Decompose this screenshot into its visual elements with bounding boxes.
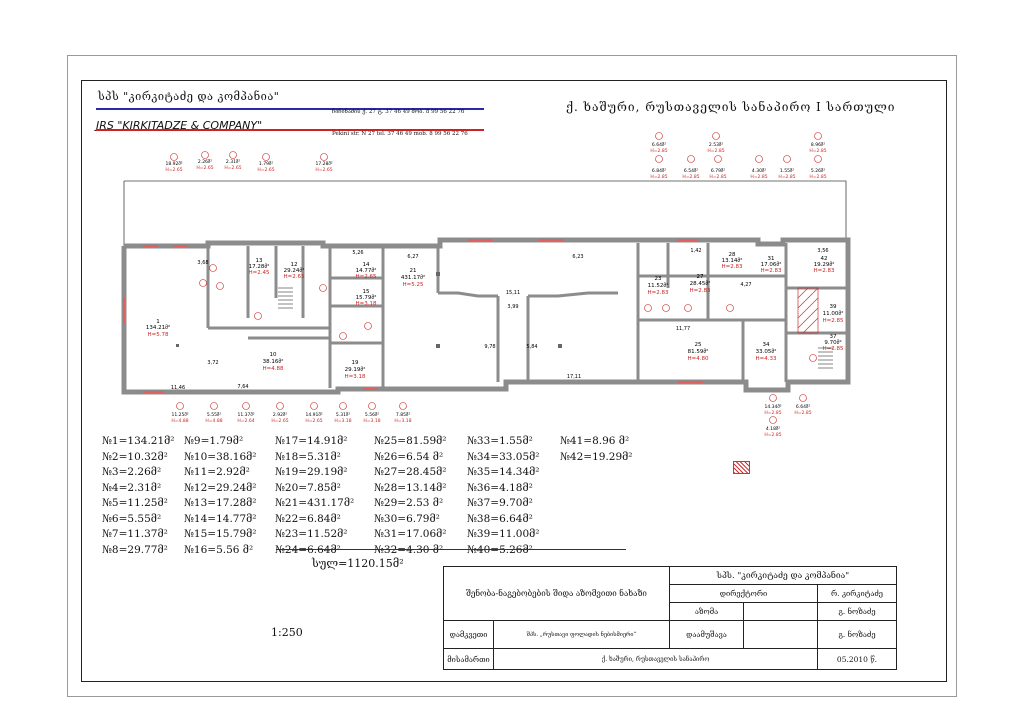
room-15-area: 15.79მ² bbox=[355, 295, 377, 301]
interior-walls bbox=[208, 243, 848, 388]
room-21-number: 21 bbox=[409, 268, 417, 274]
svg-text:H=2.85: H=2.85 bbox=[764, 433, 782, 438]
room-27-height: H=2.83 bbox=[689, 288, 711, 294]
room-31-number: 31 bbox=[767, 256, 775, 262]
legend-entry: №23=11.52მ² bbox=[275, 528, 348, 540]
legend-column-5 bbox=[467, 435, 562, 559]
room-34-height: H=4.33 bbox=[755, 356, 777, 362]
svg-text:H=4.88: H=4.88 bbox=[205, 419, 223, 424]
room-10-height: H=4.88 bbox=[262, 366, 284, 372]
svg-text:H=2.65: H=2.65 bbox=[271, 419, 289, 424]
floor-plan bbox=[118, 143, 858, 438]
dim-4-27: 4,27 bbox=[740, 282, 752, 288]
room-1-height: H=5.78 bbox=[147, 332, 169, 338]
legend-entry: №40=5.26მ² bbox=[467, 543, 533, 556]
room-28-number: 28 bbox=[728, 252, 736, 258]
legend-column-4 bbox=[374, 435, 469, 559]
legend-entry: №25=81.59მ² bbox=[374, 435, 447, 447]
svg-text:H=4.88: H=4.88 bbox=[171, 419, 189, 424]
svg-text:7.85მ²: 7.85მ² bbox=[395, 413, 411, 418]
svg-text:H=2.85: H=2.85 bbox=[682, 175, 700, 180]
legend-entry: №24=6.64მ² bbox=[275, 543, 341, 556]
svg-text:H=2.85: H=2.85 bbox=[778, 175, 796, 180]
svg-text:11.25მ²: 11.25მ² bbox=[171, 413, 189, 418]
room-19-area: 29.19მ² bbox=[344, 367, 366, 373]
room-28-area: 13.14მ² bbox=[721, 258, 743, 264]
dim-9-78: 9,78 bbox=[484, 344, 496, 350]
room-37-number: 37 bbox=[829, 334, 837, 340]
stamp-measured-name: გ. ნოზაძე bbox=[818, 603, 896, 621]
legend-entry: №5=11.25მ² bbox=[102, 497, 168, 509]
room-10-number: 10 bbox=[269, 352, 277, 358]
company-name-latin: JRS "KIRKITADZE & COMPANY" bbox=[96, 119, 263, 132]
room-labels bbox=[146, 252, 844, 380]
room-39-area: 11.00მ² bbox=[822, 311, 844, 317]
room-37-area: 9.70მ² bbox=[824, 340, 842, 346]
legend-entry: №20=7.85მ² bbox=[275, 481, 341, 494]
legend-entry: №18=5.31მ² bbox=[275, 450, 341, 463]
svg-text:1.79მ²: 1.79მ² bbox=[258, 162, 274, 167]
svg-text:H=2.85: H=2.85 bbox=[709, 175, 727, 180]
stamp-director-label: დირექტორი bbox=[670, 585, 818, 603]
dim-3-68: 3,68 bbox=[197, 260, 209, 266]
room-14-height: H=2.65 bbox=[355, 274, 377, 280]
dim-5-84: 5,84 bbox=[526, 344, 538, 350]
svg-text:H=2.85: H=2.85 bbox=[650, 175, 668, 180]
legend-entry: №41=8.96 მ² bbox=[560, 435, 630, 447]
dim-3-72: 3,72 bbox=[207, 360, 219, 366]
room-34-number: 34 bbox=[762, 342, 770, 348]
room-42-number: 42 bbox=[820, 256, 828, 262]
stamp-address-value: ქ. ხაშური, რუსთაველის სანაპირო bbox=[494, 649, 818, 669]
room-12-area: 29.24მ² bbox=[283, 268, 305, 274]
legend-entry: №39=11.00მ² bbox=[467, 528, 540, 540]
svg-text:H=2.65: H=2.65 bbox=[315, 168, 333, 173]
dim-11-77: 11,77 bbox=[675, 326, 691, 332]
room-15-height: H=3.18 bbox=[355, 301, 377, 307]
svg-text:H=2.65: H=2.65 bbox=[196, 166, 214, 171]
room-15-number: 15 bbox=[362, 289, 370, 295]
legend-entry: №36=4.18მ² bbox=[467, 481, 533, 494]
svg-text:H=2.85: H=2.85 bbox=[809, 175, 827, 180]
legend-entry: №38=6.64მ² bbox=[467, 512, 533, 525]
stamp-measured-label: აზომა bbox=[670, 603, 744, 621]
contact-georgian: ჩიჩინაძის ქ. 27 ტ. 37 46 49 მობ. 8 99 56 22 76 bbox=[332, 109, 465, 115]
svg-text:H=2.65: H=2.65 bbox=[257, 168, 275, 173]
legend-underline bbox=[276, 549, 626, 550]
room-39-height: H=2.85 bbox=[822, 318, 844, 324]
legend-entry: №2=10.32მ² bbox=[102, 450, 168, 463]
dim-15-11: 15,11 bbox=[505, 290, 521, 296]
room-23-number: 23 bbox=[654, 276, 662, 282]
legend-entry: №32=4.30 მ² bbox=[374, 543, 444, 556]
legend-entry: №13=17.28მ² bbox=[184, 497, 257, 509]
dim-5-26: 5,26 bbox=[352, 250, 364, 256]
room-23-area: 11.52მ² bbox=[647, 283, 669, 289]
svg-text:2.92მ²: 2.92მ² bbox=[272, 413, 288, 418]
legend-entry: №17=14.91მ² bbox=[275, 435, 348, 447]
room-10-area: 38.16მ² bbox=[262, 359, 284, 365]
legend-column-3 bbox=[275, 435, 370, 559]
company-name-georgian: სპს "კირკიტაძე და კომპანია" bbox=[98, 90, 280, 103]
title-block bbox=[443, 566, 897, 670]
room-23-height: H=2.83 bbox=[647, 290, 669, 296]
svg-text:1.55მ²: 1.55მ² bbox=[779, 169, 795, 174]
svg-text:5.55მ²: 5.55მ² bbox=[206, 413, 222, 418]
room-13-height: H=2.45 bbox=[248, 270, 270, 276]
legend-entry: №26=6.54 მ² bbox=[374, 450, 444, 463]
svg-text:4.30მ²: 4.30მ² bbox=[751, 169, 767, 174]
svg-text:2.26მ²: 2.26მ² bbox=[197, 160, 213, 165]
svg-text:2.31მ²: 2.31მ² bbox=[225, 160, 241, 165]
legend-entry: №3=2.26მ² bbox=[102, 466, 162, 478]
dim-6-27: 6,27 bbox=[407, 254, 419, 260]
svg-text:5.26მ²: 5.26მ² bbox=[810, 169, 826, 174]
room-19-height: H=3.18 bbox=[344, 374, 366, 380]
room-12-number: 12 bbox=[290, 262, 298, 268]
legend-entry: №22=6.84მ² bbox=[275, 512, 341, 525]
room-39-number: 39 bbox=[829, 304, 837, 310]
dim-17-11: 17,11 bbox=[566, 374, 582, 380]
svg-text:6.54მ²: 6.54მ² bbox=[683, 169, 699, 174]
svg-text:17.28მ²: 17.28მ² bbox=[315, 162, 333, 167]
legend-entry: №42=19.29მ² bbox=[560, 450, 633, 463]
stamp-customer-value: შპს. „რუსთავი ფოლადის ნებისმიერი“ bbox=[494, 621, 670, 649]
legend-entry: №37=9.70მ² bbox=[467, 497, 533, 509]
drawing-scale: 1:250 bbox=[271, 626, 303, 639]
stamp-director-name: რ. კირკიტაძე bbox=[818, 585, 896, 603]
svg-text:H=2.85: H=2.85 bbox=[707, 149, 725, 154]
svg-text:H=2.64: H=2.64 bbox=[237, 419, 255, 424]
svg-text:14.91მ²: 14.91მ² bbox=[305, 413, 323, 418]
stamp-drafted-empty bbox=[744, 621, 818, 649]
room-19-number: 19 bbox=[351, 360, 359, 366]
legend-entry: №16=5.56 მ² bbox=[184, 543, 254, 556]
room-37-height: H=2.85 bbox=[822, 346, 844, 352]
hatch-legend-swatch bbox=[733, 461, 750, 474]
contact-latin: Pekini str. N 27 tel. 37 46 49 mob. 8 99 56 22 76 bbox=[332, 131, 468, 137]
legend-entry: №35=14.34მ² bbox=[467, 466, 540, 478]
legend-column-2 bbox=[184, 435, 279, 559]
legend-column-6 bbox=[560, 435, 655, 466]
svg-text:5.56მ²: 5.56მ² bbox=[364, 413, 380, 418]
svg-text:H=2.65: H=2.65 bbox=[305, 419, 323, 424]
stamp-measured-empty bbox=[744, 603, 818, 621]
columns bbox=[176, 272, 562, 348]
svg-text:14.34მ²: 14.34მ² bbox=[764, 405, 782, 410]
svg-text:4.18მ²: 4.18მ² bbox=[765, 427, 781, 432]
dim-11-46: 11,46 bbox=[170, 385, 186, 391]
room-1-area: 134.21მ² bbox=[145, 325, 171, 331]
window-marks bbox=[124, 240, 703, 392]
svg-text:H=2.65: H=2.65 bbox=[224, 166, 242, 171]
svg-text:H=2.85: H=2.85 bbox=[750, 175, 768, 180]
room-13-number: 13 bbox=[255, 258, 263, 264]
legend-column-1 bbox=[102, 435, 197, 559]
stamp-company: სპს. "კირკიტაძე და კომპანია" bbox=[670, 567, 896, 585]
svg-text:H=2.65: H=2.65 bbox=[165, 168, 183, 173]
svg-text:5.31მ²: 5.31მ² bbox=[335, 413, 351, 418]
svg-text:6.84მ²: 6.84მ² bbox=[651, 169, 667, 174]
drawing-title: ქ. ხაშური, რუსთაველის სანაპირო I სართული bbox=[566, 100, 896, 114]
room-34-area: 33.05მ² bbox=[755, 349, 777, 355]
svg-text:H=3.18: H=3.18 bbox=[394, 419, 412, 424]
svg-text:H=2.85: H=2.85 bbox=[809, 149, 827, 154]
legend-entry: №15=15.79მ² bbox=[184, 528, 257, 540]
dim-3-99: 3,99 bbox=[507, 304, 519, 310]
room-12-height: H=2.65 bbox=[283, 274, 305, 280]
legend-entry: №11=2.92მ² bbox=[184, 466, 250, 478]
room-42-area: 19.29მ² bbox=[813, 262, 835, 268]
svg-text:6.64მ²: 6.64მ² bbox=[795, 405, 811, 410]
legend-entry: №10=38.16მ² bbox=[184, 450, 257, 463]
room-42-height: H=2.83 bbox=[813, 268, 835, 274]
legend-entry: №19=29.19მ² bbox=[275, 466, 348, 478]
dim-1-42: 1,42 bbox=[690, 248, 702, 254]
svg-text:11.37მ²: 11.37მ² bbox=[237, 413, 255, 418]
legend-entry: №9=1.79მ² bbox=[184, 435, 244, 447]
legend-entry: №33=1.55მ² bbox=[467, 435, 533, 447]
legend-entry: №4=2.31მ² bbox=[102, 481, 162, 494]
legend-entry: №21=431.17მ² bbox=[275, 497, 355, 509]
room-28-height: H=2.83 bbox=[721, 264, 743, 270]
legend-entry: №8=29.77მ² bbox=[102, 543, 168, 556]
legend-entry: №6=5.55მ² bbox=[102, 512, 162, 525]
svg-text:6.64მ²: 6.64მ² bbox=[651, 143, 667, 148]
legend-entry: №27=28.45მ² bbox=[374, 466, 447, 478]
legend-entry: №30=6.79მ² bbox=[374, 512, 440, 525]
room-1-number: 1 bbox=[156, 319, 160, 325]
svg-text:H=2.85: H=2.85 bbox=[794, 411, 812, 416]
legend-entry: №12=29.24მ² bbox=[184, 481, 257, 494]
room-13-area: 17.28მ² bbox=[248, 264, 270, 270]
total-area: სულ=1120.15მ² bbox=[312, 557, 404, 570]
svg-text:H=3.18: H=3.18 bbox=[334, 419, 352, 424]
legend-entry: №14=14.77მ² bbox=[184, 512, 257, 525]
legend-entry: №31=17.06მ² bbox=[374, 528, 447, 540]
legend-entry: №7=11.37მ² bbox=[102, 528, 168, 540]
area-legend bbox=[102, 435, 633, 556]
external-room-tags-below bbox=[171, 395, 811, 439]
room-21-height: H=5.25 bbox=[402, 282, 424, 288]
legend-entry: №28=13.14მ² bbox=[374, 481, 447, 494]
stamp-address-label: მისამართი bbox=[444, 649, 494, 669]
plot-boundary bbox=[124, 181, 846, 263]
dim-6-23: 6,23 bbox=[572, 254, 584, 260]
room-31-area: 17.06მ² bbox=[760, 262, 782, 268]
svg-text:H=2.85: H=2.85 bbox=[764, 411, 782, 416]
stamp-customer-label: დამკვეთი bbox=[444, 621, 494, 649]
svg-text:H=3.18: H=3.18 bbox=[363, 419, 381, 424]
svg-text:H=2.85: H=2.85 bbox=[650, 149, 668, 154]
room-27-area: 28.45მ² bbox=[689, 281, 711, 287]
room-31-height: H=2.83 bbox=[760, 268, 782, 274]
dim-7-64: 7,64 bbox=[237, 384, 249, 390]
svg-text:8.96მ²: 8.96მ² bbox=[810, 143, 826, 148]
room-25-area: 81.59მ² bbox=[687, 349, 709, 355]
room-21-area: 431.17მ² bbox=[400, 275, 426, 281]
stamp-date: 05.2010 წ. bbox=[836, 654, 878, 664]
room-25-number: 25 bbox=[694, 342, 702, 348]
legend-entry: №34=33.05მ² bbox=[467, 450, 540, 463]
stamp-drawing-title: შენობა-ნაგებობების შიდა აზომვითი ნახაზი bbox=[444, 567, 670, 621]
stamp-drafted-label: დაამუშავა bbox=[670, 621, 744, 649]
svg-text:18.92მ²: 18.92მ² bbox=[165, 162, 183, 167]
stamp-drafted-name: გ. ნოზაძე bbox=[818, 621, 896, 649]
svg-text:6.79მ²: 6.79მ² bbox=[710, 169, 726, 174]
dim-3-56: 3,56 bbox=[817, 248, 829, 254]
room-14-area: 14.77მ² bbox=[355, 268, 377, 274]
room-27-number: 27 bbox=[696, 274, 704, 280]
hatched-areas bbox=[798, 288, 818, 333]
room-14-number: 14 bbox=[362, 262, 370, 268]
svg-text:2.53მ²: 2.53მ² bbox=[708, 143, 724, 148]
legend-entry: №1=134.21მ² bbox=[102, 435, 175, 447]
legend-entry: №29=2.53 მ² bbox=[374, 497, 444, 509]
room-25-height: H=4.80 bbox=[687, 356, 709, 362]
